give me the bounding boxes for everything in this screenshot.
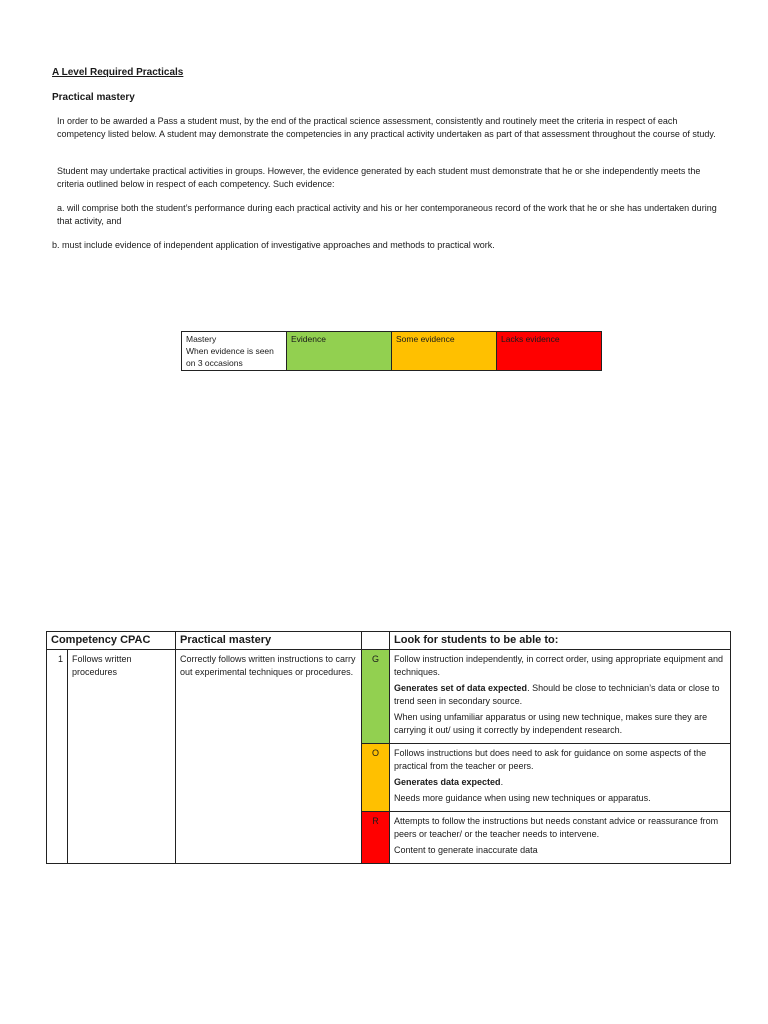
mastery-legend-table [181,331,602,371]
rating-orange: O [362,744,390,812]
mastery-description: Correctly follows written instructions to carry out experimental techniques or procedures. [176,650,362,864]
criteria-green [390,650,731,744]
criteria-orange-bold: Generates data expected [394,777,501,787]
legend-evidence-cell: Evidence [287,332,392,371]
criteria-green-line-3: When using unfamiliar apparatus or using new technique, makes sure they are carrying it out/ using it correctly by independent research. [394,712,708,735]
criteria-orange-line-2 [394,776,726,789]
criteria-red-line-1: Attempts to follow the instructions but needs constant advice or reassurance from peers or teacher/ or the teacher needs to intervene. [394,816,719,839]
table-row [47,650,731,744]
legend-lacks-evidence-cell: Lacks evidence [497,332,602,371]
legend-mastery-description: When evidence is seen on 3 occasions [186,346,274,368]
header-look-for: Look for students to be able to: [390,632,731,650]
criteria-green-rest: . Should be close to technician’s data or close to trend seen in secondary source. [394,683,720,706]
legend-mastery-label: Mastery [186,334,217,344]
competency-table-header [47,632,731,650]
legend-mastery-cell [182,332,287,371]
criteria-orange-line-3: Needs more guidance when using new techniques or apparatus. [394,793,651,803]
competency-table [46,631,731,864]
criteria-red-line-2: Content to generate inaccurate data [394,845,538,855]
criteria-green-line-1: Follow instruction independently, in correct order, using appropriate equipment and techniques. [394,654,724,677]
criteria-red [390,812,731,864]
document-title: A Level Required Practicals [52,67,184,78]
row-number: 1 [47,650,68,864]
intro-paragraph-3: a. will comprise both the student’s performance during each practical activity and his or her contemporaneous record of the work that he or she has undertaken during that activity, and [57,203,717,226]
section-heading: Practical mastery [52,92,135,103]
legend-some-evidence-cell: Some evidence [392,332,497,371]
criteria-orange-rest: . [500,777,504,787]
intro-paragraph-2: Student may undertake practical activities in groups. However, the evidence generated by each student must demonstrate that he or she independently meets the criteria outlined below in respect of each competency. Such evidence: [57,166,701,189]
competency-name: Follows written procedures [68,650,176,864]
rating-red: R [362,812,390,864]
criteria-orange-line-1: Follows instructions but does need to ask for guidance on some aspects of the practical from the teacher or peers. [394,748,707,771]
header-rating [362,632,390,650]
header-competency: Competency CPAC [47,632,176,650]
criteria-orange [390,744,731,812]
intro-paragraph-4: b. must include evidence of independent application of investigative approaches and methods to practical work. [52,240,495,250]
header-practical-mastery: Practical mastery [176,632,362,650]
criteria-green-bold: Generates set of data expected [394,683,528,693]
rating-green: G [362,650,390,744]
intro-paragraph-1: In order to be awarded a Pass a student must, by the end of the practical science assessment, consistently and routinely meet the criteria in respect of each competency listed below. A student may demonstrate the competencies in any practical activity undertaken as part of that assessment throughout the course of study. [57,116,716,139]
criteria-green-line-2 [394,682,726,708]
